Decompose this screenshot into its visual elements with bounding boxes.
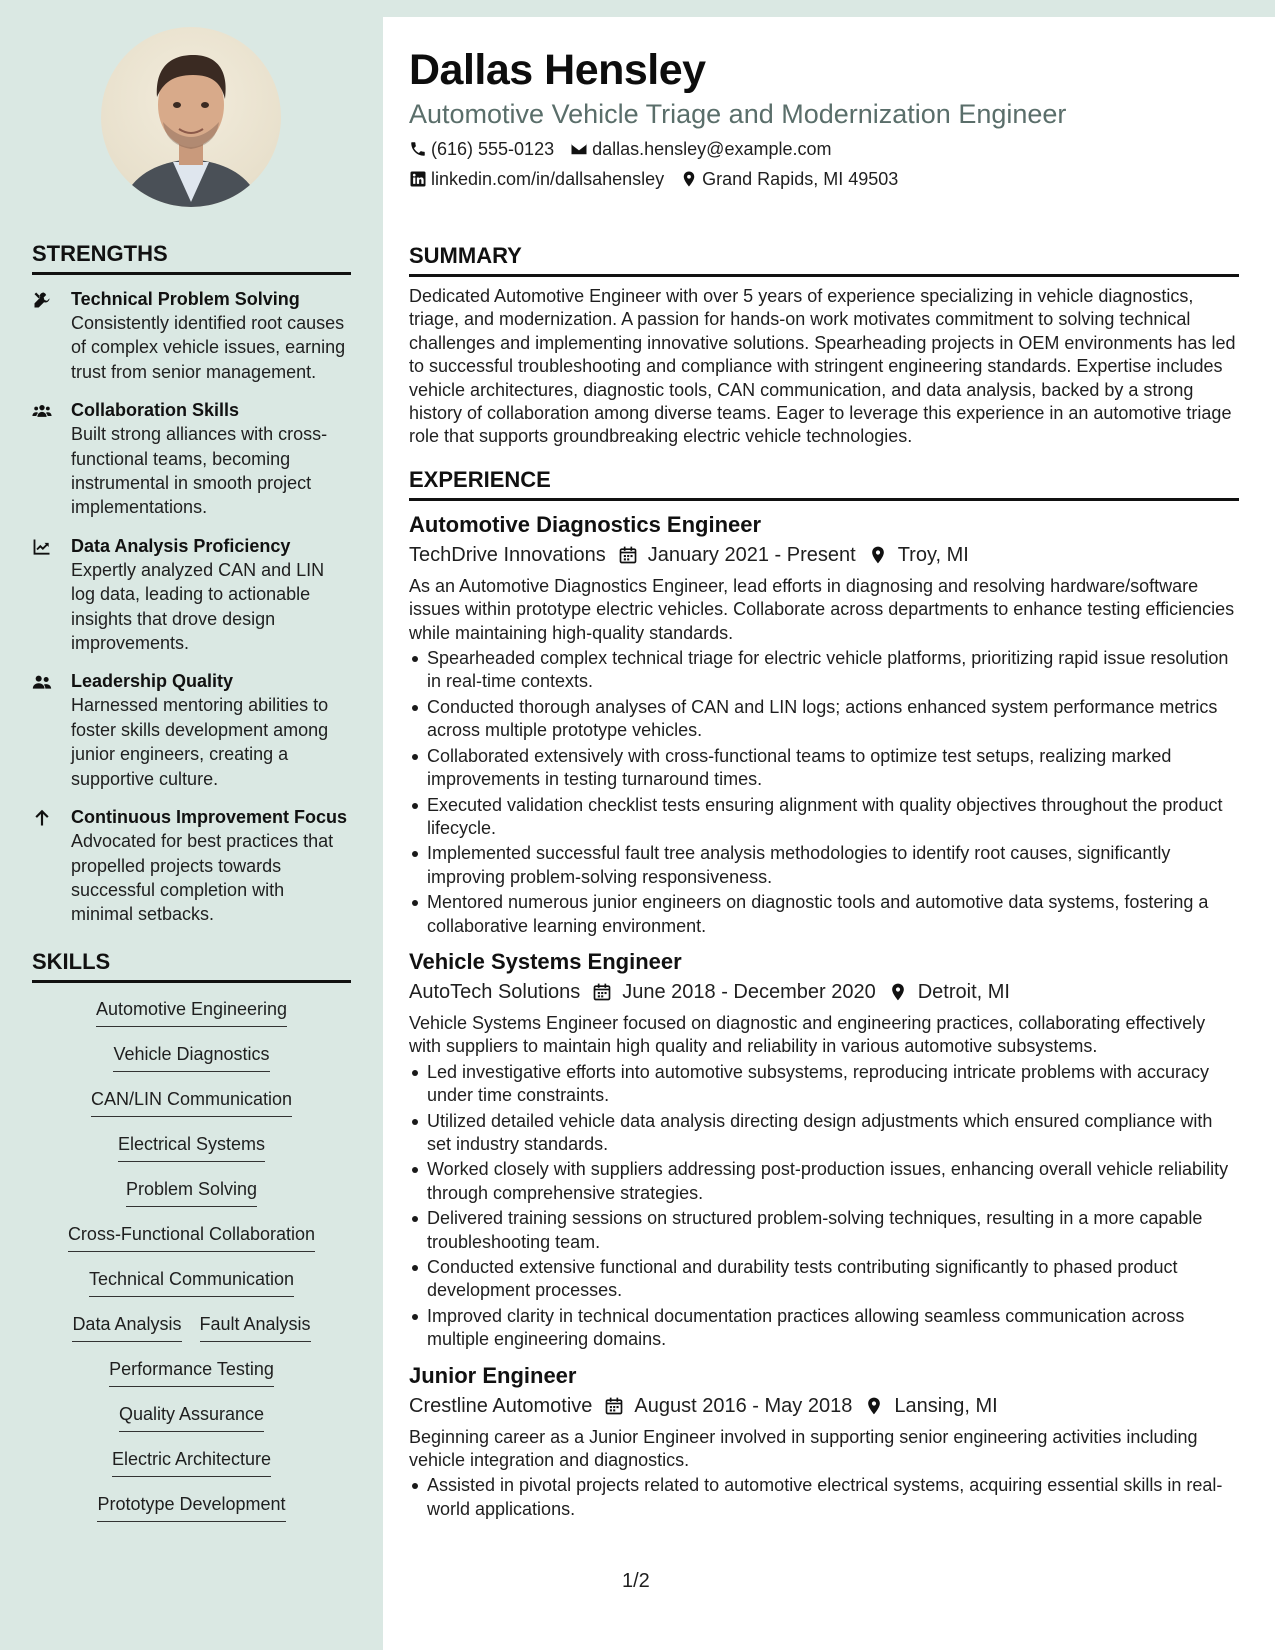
job-title: Junior Engineer: [409, 1362, 577, 1388]
map-pin-icon: [888, 982, 908, 1002]
tools-icon: [32, 287, 71, 384]
strength-desc: Harnessed mentoring abilities to foster skills development among junior engineers, creating a supportive culture.: [71, 695, 329, 789]
skill-row: [32, 1087, 351, 1132]
avatar-portrait: [101, 27, 281, 207]
job-description: Vehicle Systems Engineer focused on diagnostic and engineering practices, collaborating effectively with suppliers to maintain high quality and reliability in various automotive subsystems.: [409, 1012, 1206, 1057]
job-bullet: Conducted thorough analyses of CAN and LIN logs; actions enhanced system performance metrics across multiple prototype vehicles.: [409, 696, 1239, 743]
job-list: [409, 511, 1239, 1521]
page-number: 1/2: [622, 1570, 650, 1592]
skill-tag: Fault Analysis: [200, 1312, 311, 1342]
skill-tag: Data Analysis: [72, 1312, 181, 1342]
location-item: [680, 167, 898, 191]
strength-item: [32, 805, 351, 927]
main-content: [383, 17, 1275, 1650]
contact-row-2: [409, 167, 1239, 191]
job-location: Lansing, MI: [894, 1394, 998, 1417]
map-pin-icon: [680, 170, 698, 188]
job-meta: [409, 978, 1239, 1006]
job-bullet: Assisted in pivotal projects related to automotive electrical systems, acquiring essential skills in real-world applications.: [409, 1474, 1239, 1521]
strength-body: [71, 287, 351, 384]
strength-item: [32, 534, 351, 656]
job-bullet: Implemented successful fault tree analysis methodologies to identify root causes, significantly improving problem-solving responsiveness.: [409, 842, 1239, 889]
skill-row: [32, 1357, 351, 1402]
experience-section: [409, 467, 1239, 1521]
strength-title: Technical Problem Solving: [71, 289, 300, 309]
strength-item: [32, 398, 351, 520]
strengths-title: STRENGTHS: [32, 241, 351, 275]
linkedin-item[interactable]: [409, 167, 664, 191]
job-description: As an Automotive Diagnostics Engineer, lead efforts in diagnosing and resolving hardware/software issues within prototype electric vehicles. Collaborate across departments to enhance testing efficiencies while maintaining high-quality standards.: [409, 575, 1235, 643]
strength-item: [32, 669, 351, 791]
job-meta: [409, 1392, 1239, 1420]
skill-tag: Prototype Development: [97, 1492, 285, 1522]
job-dates: January 2021 - Present: [647, 543, 856, 566]
skill-tag: Technical Communication: [89, 1267, 294, 1297]
email-item[interactable]: [570, 137, 831, 161]
candidate-title: Automotive Vehicle Triage and Modernization Engineer: [409, 99, 1067, 129]
skill-row: [32, 1177, 351, 1222]
job-bullet: Delivered training sessions on structured problem-solving techniques, resulting in a more capable troubleshooting team.: [409, 1207, 1239, 1254]
summary-section: [409, 243, 1239, 449]
skill-tag: CAN/LIN Communication: [91, 1087, 292, 1117]
strength-title: Data Analysis Proficiency: [71, 535, 291, 556]
strength-body: [71, 534, 351, 656]
sidebar: [0, 0, 383, 1650]
skill-row: [32, 997, 351, 1042]
strength-item: [32, 287, 351, 384]
skill-list: [32, 997, 351, 1537]
job-bullet: Mentored numerous junior engineers on diagnostic tools and automotive data systems, fostering a collaborative learning environment.: [409, 891, 1239, 938]
users-icon: [32, 398, 71, 520]
location-text: Grand Rapids, MI 49503: [702, 169, 899, 189]
job-bullets: [409, 1474, 1239, 1521]
skill-tag: Automotive Engineering: [96, 997, 287, 1027]
job-location: Detroit, MI: [917, 980, 1010, 1003]
skill-tag: Electric Architecture: [112, 1447, 271, 1477]
skill-row: [32, 1492, 351, 1537]
skill-tag: Performance Testing: [109, 1357, 274, 1387]
linkedin-icon: [409, 170, 427, 188]
phone-icon: [409, 140, 427, 158]
arrow-up-icon: [32, 805, 71, 927]
job-title: Automotive Diagnostics Engineer: [409, 511, 762, 537]
strength-body: [71, 398, 351, 520]
skill-row: [32, 1042, 351, 1087]
strength-list: [32, 287, 351, 927]
skill-tag: Problem Solving: [126, 1177, 257, 1207]
job-entry: [409, 948, 1239, 1352]
strength-body: [71, 669, 351, 791]
profile-photo: [101, 27, 281, 207]
skill-row: [32, 1267, 351, 1312]
chart-line-icon: [32, 534, 71, 656]
skill-row: [32, 1447, 351, 1492]
job-title: Vehicle Systems Engineer: [409, 948, 682, 974]
email-text[interactable]: dallas.hensley@example.com: [592, 139, 832, 159]
job-company: AutoTech Solutions: [409, 980, 581, 1003]
strength-title: Collaboration Skills: [71, 400, 240, 421]
strengths-section: [32, 241, 351, 927]
job-bullets: [409, 647, 1239, 938]
summary-text: Dedicated Automotive Engineer with over 5 years of experience specializing in vehicle diagnostics, triage, and modernization. A passion for hands-on work motivates commitment to solving technical challenges and implementing innovative solutions. Spearheading projects in OEM environments has led to successful troubleshooting and compliance with stringent engineering standards. Expertise includes vehicle architectures, diagnostic tools, CAN communication, and data analysis, backed by a strong history of collaboration among diverse teams. Eager to leverage this experience in an automotive triage role that supports groundbreaking electric vehicle technologies.: [409, 286, 1236, 447]
job-bullet: Conducted extensive functional and durability tests contributing significantly to phased product development processes.: [409, 1256, 1239, 1303]
job-company: Crestline Automotive: [409, 1394, 593, 1417]
user-group-icon: [32, 669, 71, 791]
skill-row: [32, 1222, 351, 1267]
job-bullet: Collaborated extensively with cross-functional teams to optimize test setups, realizing marked improvements in testing turnaround times.: [409, 745, 1239, 792]
experience-title: EXPERIENCE: [409, 467, 1239, 501]
strength-title: Leadership Quality: [71, 671, 234, 692]
skill-tag: Vehicle Diagnostics: [113, 1042, 269, 1072]
skill-tag: Electrical Systems: [118, 1132, 265, 1162]
skills-section: [32, 949, 351, 1537]
skill-row: [32, 1132, 351, 1177]
strength-desc: Consistently identified root causes of complex vehicle issues, earning trust from senior management.: [71, 313, 346, 382]
job-bullet: Executed validation checklist tests ensuring alignment with quality objectives throughout the product lifecycle.: [409, 794, 1239, 841]
summary-title: SUMMARY: [409, 243, 1239, 277]
job-company: TechDrive Innovations: [409, 543, 606, 566]
contact-row-1: [409, 137, 1239, 161]
job-bullet: Utilized detailed vehicle data analysis directing design adjustments which ensured compliance with set industry standards.: [409, 1110, 1239, 1157]
job-dates: June 2018 - December 2020: [622, 980, 876, 1003]
job-location: Troy, MI: [897, 543, 969, 566]
candidate-name: Dallas Hensley: [409, 46, 706, 94]
strength-desc: Expertly analyzed CAN and LIN log data, leading to actionable insights that drove design improvements.: [71, 559, 325, 654]
envelope-icon: [570, 140, 588, 158]
strength-title: Continuous Improvement Focus: [71, 807, 348, 828]
phone-text: (616) 555-0123: [431, 139, 555, 159]
job-entry: [409, 1362, 1239, 1522]
skill-row: [32, 1312, 351, 1357]
skill-tag: Cross-Functional Collaboration: [68, 1222, 315, 1252]
map-pin-icon: [868, 545, 888, 565]
skills-title: SKILLS: [32, 949, 351, 983]
job-meta: [409, 541, 1239, 569]
strength-desc: Built strong alliances with cross-functional teams, becoming instrumental in smooth project implementations.: [71, 424, 328, 518]
skill-row: [32, 1402, 351, 1447]
linkedin-text[interactable]: linkedin.com/in/dallsahensley: [431, 169, 665, 189]
job-bullets: [409, 1061, 1239, 1352]
calendar-icon: [592, 982, 612, 1002]
job-dates: August 2016 - May 2018: [634, 1394, 853, 1417]
job-bullet: Led investigative efforts into automotive subsystems, reproducing intricate problems with accuracy under time constraints.: [409, 1061, 1239, 1108]
calendar-icon: [618, 545, 638, 565]
skill-tag: Quality Assurance: [119, 1402, 264, 1432]
strength-body: [71, 805, 351, 927]
job-bullet: Improved clarity in technical documentation practices allowing seamless communication across multiple engineering domains.: [409, 1305, 1239, 1352]
job-bullet: Spearheaded complex technical triage for electric vehicle platforms, prioritizing rapid issue resolution in real-time contexts.: [409, 647, 1239, 694]
phone-item: [409, 137, 554, 161]
strength-desc: Advocated for best practices that propelled projects towards successful completion with minimal setbacks.: [71, 831, 334, 925]
map-pin-icon: [864, 1396, 884, 1416]
calendar-icon: [604, 1396, 624, 1416]
job-description: Beginning career as a Junior Engineer involved in supporting senior engineering activities including vehicle integration and diagnostics.: [409, 1426, 1198, 1471]
job-bullet: Worked closely with suppliers addressing post-production issues, enhancing overall vehicle reliability through comprehensive strategies.: [409, 1158, 1239, 1205]
job-entry: [409, 511, 1239, 938]
